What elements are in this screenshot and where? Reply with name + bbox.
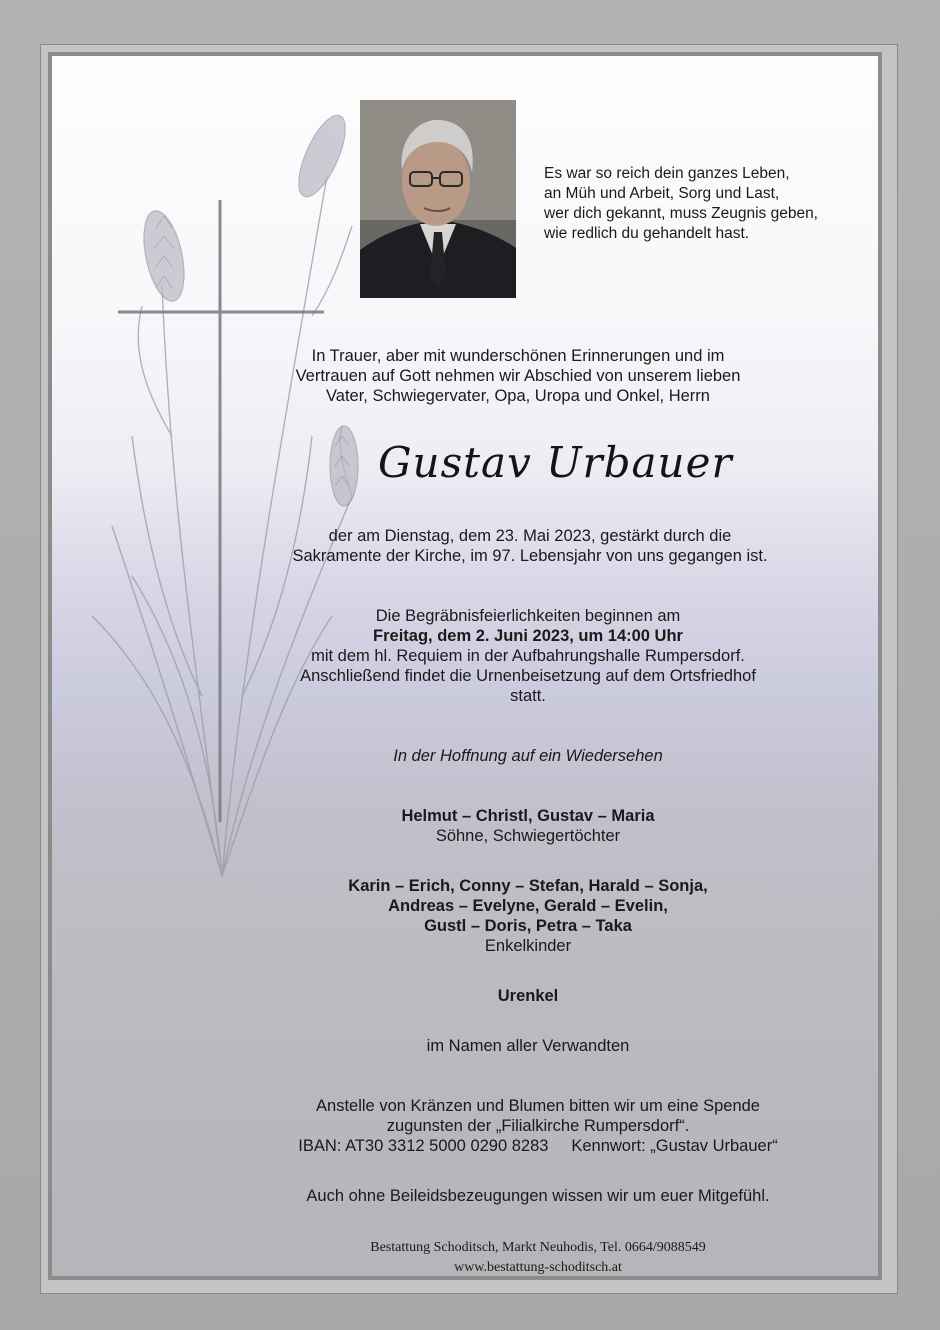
funeral-line: mit dem hl. Requiem in der Aufbahrungshalle Rumpersdorf. [311, 647, 745, 665]
funeral-date: Freitag, dem 2. Juni 2023, um 14:00 Uhr [373, 627, 683, 645]
parte-card [48, 52, 882, 1280]
funeral-line: statt. [510, 687, 546, 705]
undertaker-contact: Bestattung Schoditsch, Markt Neuhodis, Tel. 0664/9088549 [370, 1240, 706, 1255]
intro-text [288, 346, 748, 406]
funeral-info [278, 606, 778, 706]
death-notice [268, 526, 792, 566]
intro-line: Vater, Schwiegervater, Opa, Uropa und Onkel, Herrn [326, 387, 710, 405]
wheat-stalk [112, 526, 222, 876]
grandchildren-names: Gustl – Doris, Petra – Taka [424, 917, 632, 935]
grandchildren-role: Enkelkinder [484, 937, 572, 955]
sons-section [328, 806, 728, 846]
poem-line: wer dich gekannt, muss Zeugnis geben, [544, 205, 818, 222]
donation-request [258, 1096, 818, 1156]
funeral-line: Anschließend findet die Urnenbeisetzung auf dem Ortsfriedhof [300, 667, 756, 685]
intro-line: In Trauer, aber mit wunderschönen Erinnerungen und im [311, 347, 725, 365]
hope-line: In der Hoffnung auf ein Wiedersehen [393, 747, 663, 765]
portrait-photo [360, 100, 516, 298]
poem-line: wie redlich du gehandelt hast. [544, 225, 750, 242]
great-grandchildren-label: Urenkel [497, 987, 559, 1005]
donation-iban: IBAN: AT30 3312 5000 0290 8283 Kennwort: „Gustav Urbauer“ [298, 1137, 778, 1155]
death-line: Sakramente der Kirche, im 97. Lebensjahr von uns gegangen ist. [292, 547, 768, 565]
deceased-name: Gustav Urbauer [378, 438, 733, 487]
sons-role: Söhne, Schwiegertöchter [435, 827, 621, 845]
poem-line: an Müh und Arbeit, Sorg und Last, [544, 185, 780, 202]
intro-line: Vertrauen auf Gott nehmen wir Abschied von unserem lieben [295, 367, 741, 385]
poem-line: Es war so reich dein ganzes Leben, [544, 165, 790, 182]
donation-line: zugunsten der „Filialkirche Rumpersdorf“. [386, 1117, 690, 1135]
undertaker-website[interactable]: www.bestattung-schoditsch.at [454, 1260, 622, 1275]
sons-names: Helmut – Christl, Gustav – Maria [401, 807, 655, 825]
funeral-line: Die Begräbnisfeierlichkeiten beginnen am [375, 607, 681, 625]
thanks-line: Auch ohne Beileidsbezeugungen wissen wir um euer Mitgefühl. [306, 1187, 770, 1205]
poem [544, 164, 818, 244]
grandchildren-names: Andreas – Evelyne, Gerald – Evelin, [388, 897, 668, 915]
death-line: der am Dienstag, dem 23. Mai 2023, gestärkt durch die [328, 527, 732, 545]
undertaker-footer [298, 1238, 778, 1278]
donation-line: Anstelle von Kränzen und Blumen bitten wir um eine Spende [316, 1097, 760, 1115]
wheat-stalk [162, 286, 222, 876]
grandchildren-section [308, 876, 748, 956]
on-behalf-line: im Namen aller Verwandten [426, 1037, 630, 1055]
grandchildren-names: Karin – Erich, Conny – Stefan, Harald – Sonja, [348, 877, 708, 895]
great-grandchildren [388, 986, 668, 1006]
